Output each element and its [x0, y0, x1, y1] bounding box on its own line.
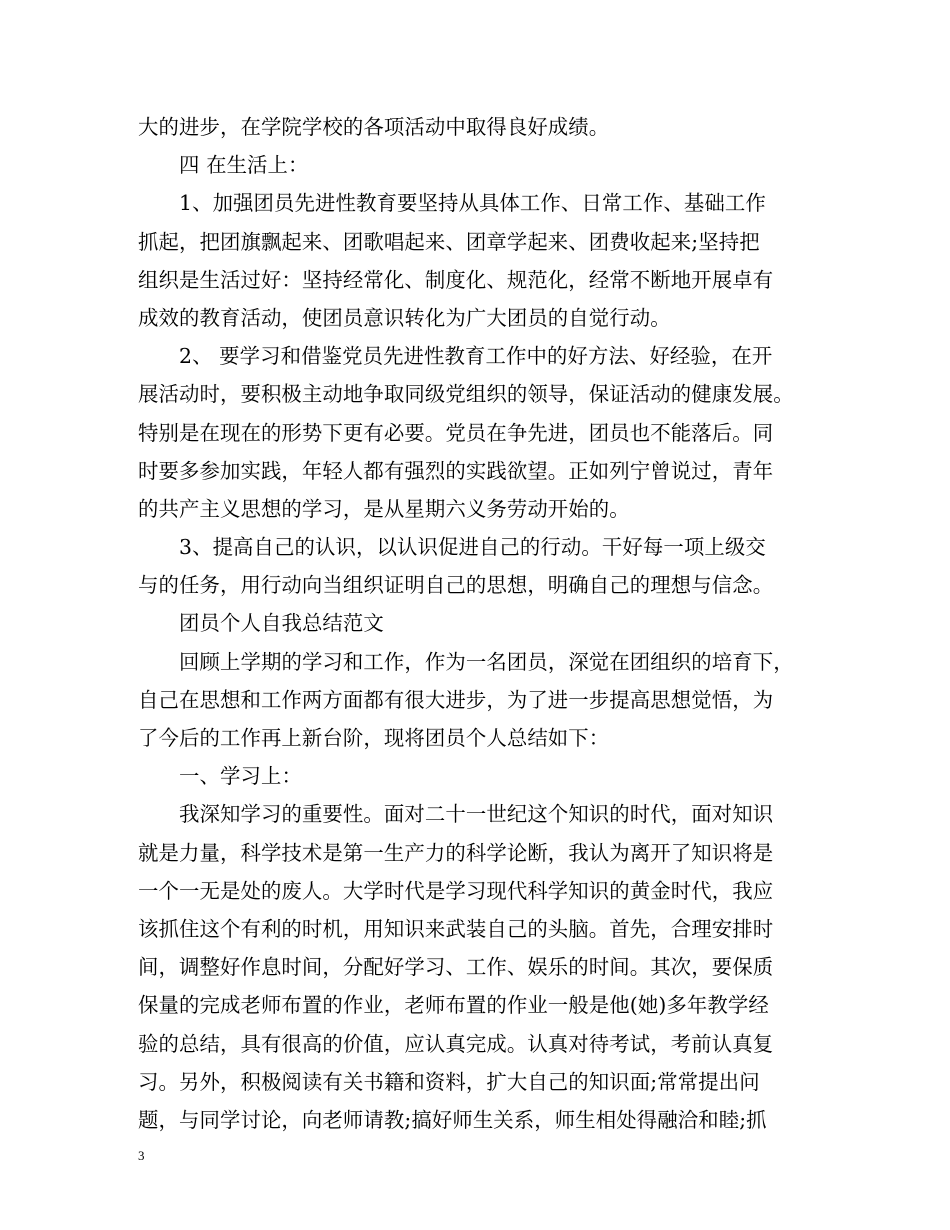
text-line: 该抓住这个有利的时机，用知识来武装自己的头脑。首先，合理安排时: [138, 916, 774, 941]
text-line: 就是力量，科学技术是第一生产力的科学论断，我认为离开了知识将是: [138, 840, 774, 865]
text-line: 验的总结，具有很高的价值，应认真完成。认真对待考试，考前认真复: [138, 1031, 774, 1056]
text-line: 的共产主义思想的学习，是从星期六义务劳动开始的。: [138, 496, 630, 521]
text-line: 组织是生活过好：坚持经常化、制度化、规范化，经常不断地开展卓有: [138, 267, 774, 292]
text-line: 2、 要学习和借鉴党员先进性教育工作中的好方法、好经验，在开: [179, 344, 773, 369]
section-heading: 一、学习上：: [179, 764, 302, 789]
text-line: 与的任务，用行动向当组织证明自己的思想，明确自己的理想与信念。: [138, 573, 774, 598]
text-line: 回顾上学期的学习和工作，作为一名团员，深觉在团组织的培育下，: [179, 649, 794, 674]
text-line: 一个一无是处的废人。大学时代是学习现代科学知识的黄金时代，我应: [138, 878, 774, 903]
section-heading: 四 在生活上：: [179, 153, 309, 178]
text-line: 大的进步，在学院学校的各项活动中取得良好成绩。: [138, 115, 610, 139]
text-line: 特别是在现在的形势下更有必要。党员在争先进，团员也不能落后。同: [138, 420, 774, 445]
document-body: [138, 108, 818, 1139]
text-line: 间，调整好作息时间，分配好学习、工作、娱乐的时间。其次，要保质: [138, 955, 774, 980]
text-line: 了今后的工作再上新台阶，现将团员个人总结如下：: [138, 726, 610, 750]
text-line: 成效的教育活动，使团员意识转化为广大团员的自觉行动。: [138, 305, 671, 330]
text-line: 1、加强团员先进性教育要坚持从具体工作、日常工作、基础工作: [179, 191, 766, 216]
text-line: 题，与同学讨论，向老师请教;搞好师生关系，师生相处得融洽和睦;抓: [138, 1107, 767, 1132]
text-line: 抓起，把团旗飘起来、团歌唱起来、团章学起来、团费收起来;坚持把: [138, 229, 760, 254]
text-line: 保量的完成老师布置的作业，老师布置的作业一般是他(她)多年教学经: [138, 993, 769, 1018]
text-line: 自己在思想和工作两方面都有很大进步，为了进一步提高思想觉悟，为: [138, 687, 774, 712]
text-line: 3、提高自己的认识，以认识促进自己的行动。干好每一项上级交: [179, 535, 766, 560]
article-title: 团员个人自我总结范文: [179, 611, 384, 636]
text-line: 展活动时，要积极主动地争取同级党组织的领导，保证活动的健康发展。: [138, 382, 794, 407]
text-line: 时要多参加实践，年轻人都有强烈的实践欲望。正如列宁曾说过，青年: [138, 458, 774, 483]
page-number: 3: [138, 1148, 145, 1163]
text-line: 我深知学习的重要性。面对二十一世纪这个知识的时代，面对知识: [179, 802, 774, 827]
text-line: 习。另外，积极阅读有关书籍和资料，扩大自己的知识面;常常提出问: [138, 1069, 760, 1094]
